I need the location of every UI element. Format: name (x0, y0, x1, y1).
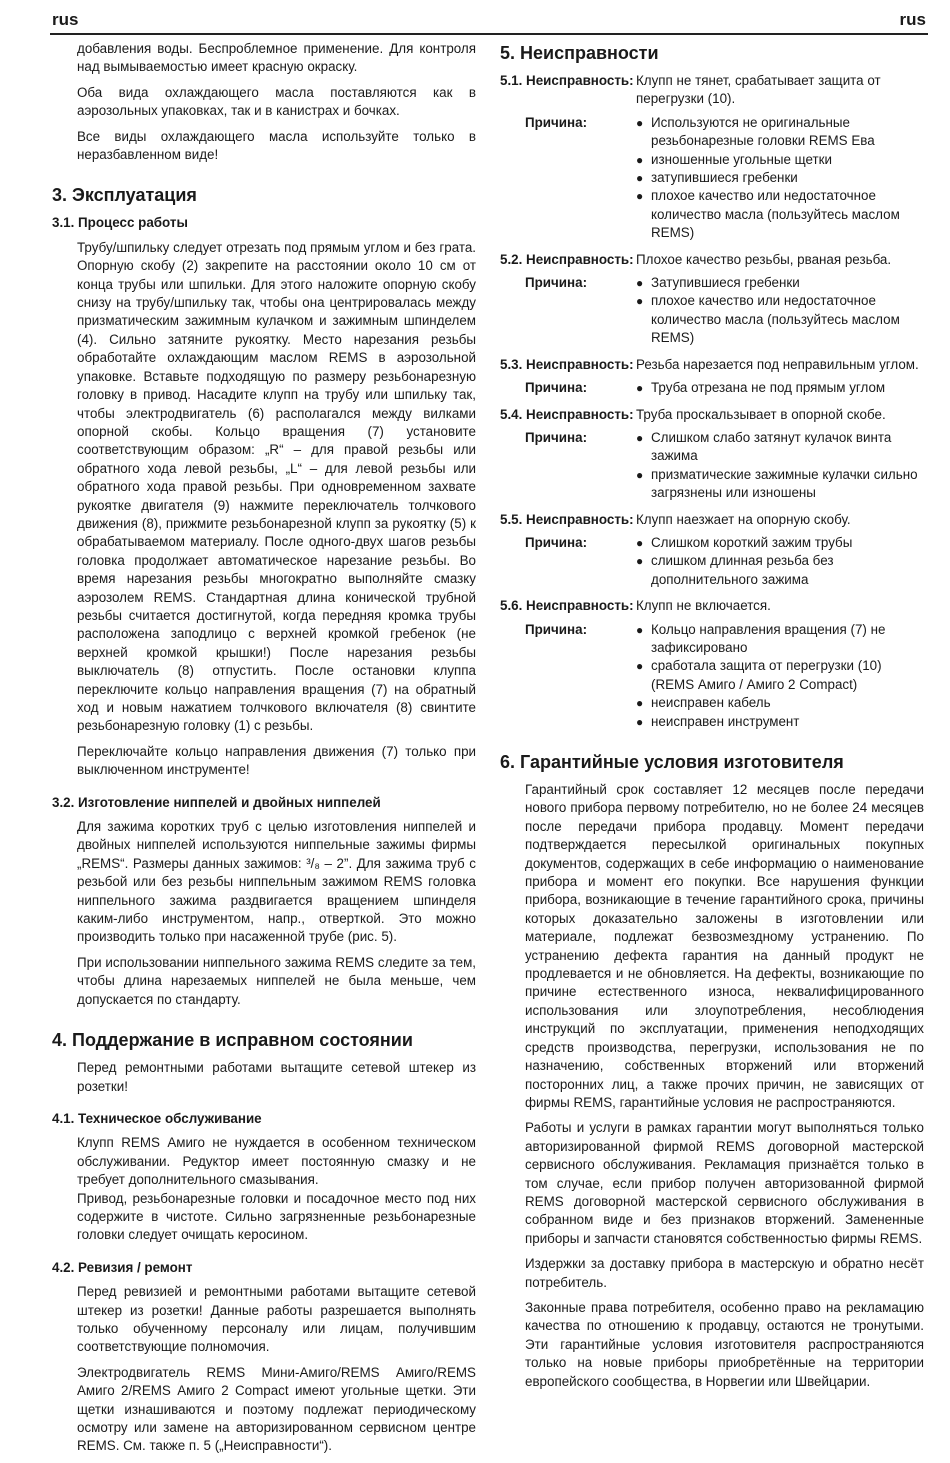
cause-item: ● затупившиеся гребенки (636, 169, 924, 187)
cause-item: ● Слишком короткий зажим трубы (636, 534, 924, 552)
warranty-paragraph: Работы и услуги в рамках гарантии могут выполняться только авторизированной фирмой REMS договорной мастерской сервисного обслуживания. Рекламация признаётся только в том случае, если прибор получен авторизованной фирмой REMS договорной мастерской сервисного обслуживания в собранном виде и без признаков вторжений. Замененные приборы и запчасти становятся собственностью фирмы REMS. (525, 1120, 924, 1246)
cause-list (636, 274, 924, 348)
section-4-2-title: 4.2. Ревизия / ремонт (52, 1259, 193, 1275)
cause-label: Причина: (525, 380, 588, 396)
cause-item: ● плохое качество или недостаточное количество масла (пользуйтесь маслом REMS) (636, 292, 924, 347)
fault-label: 5.6. Неисправность: (500, 598, 634, 614)
header-rule (50, 33, 928, 35)
fault-text: Клупп наезжает на опорную скобу. (636, 511, 851, 527)
section-4-2-paragraph: Электродвигатель REMS Мини-Амиго/REMS Амиго/REMS Амиго 2/REMS Амиго 2 Compact имеют угольные щетки. Эти щетки изнашиваются и поэтому подлежат периодическому осмотру или замене на авторизированном сервисном центре REMS. См. также п. 5 („Неисправности“). (77, 1364, 476, 1454)
cause-item: ● Труба отрезана не под прямым углом (636, 379, 924, 397)
fault-label: 5.3. Неисправность: (500, 356, 634, 372)
intro-paragraph: добавления воды. Беспроблемное применение. Для контроля над вымываемостью имеет красную окраску. (77, 41, 476, 75)
section-3-2-paragraph: При использовании ниппельного зажима REMS следите за тем, чтобы длина нарезаемых ниппелей не была меньше, чем допускается по стандарту. (77, 954, 476, 1007)
cause-item: ● слишком длинная резьба без дополнительного зажима (636, 552, 924, 589)
fault-text: Труба проскальзывает в опорной скобе. (636, 406, 886, 422)
fault-group (500, 72, 924, 243)
cause-item: ● изношенные угольные щетки (636, 151, 924, 169)
section-3-title: 3. Эксплуатация (52, 185, 197, 206)
cause-item: ● неисправен инструмент (636, 713, 924, 731)
fault-label: 5.5. Неисправность: (500, 511, 634, 527)
section-4-1-paragraph: Клупп REMS Амиго не нуждается в особенном техническом обслуживании. Редуктор имеет постоянную смазку и не требует дополнительного смазывания. (77, 1135, 476, 1188)
section-4-1-title: 4.1. Техническое обслуживание (52, 1110, 262, 1126)
cause-list (636, 114, 924, 243)
fault-group (500, 406, 924, 503)
fault-group (500, 356, 924, 398)
fault-group (500, 251, 924, 348)
cause-label: Причина: (525, 534, 588, 550)
cause-label: Причина: (525, 621, 588, 637)
warranty-paragraph: Гарантийный срок составляет 12 месяцев после передачи нового прибора первому потребителю, но не более 24 месяцев после передачи прибора продавцу. Момент передачи подтверждается пересылкой оригинальных покупных документов, содержащих в себе информацию о наименование прибора и момент его покупки. Все нарушения функции прибора, возникающие в течение гарантийного срока, причины которых доказательно заложены в изготовлении или материале, подлежат безвозмездному устранению. По устранению дефекта гарантия на данный продукт не продлевается и не обновляется. На дефекты, возникающие по причине естественного износа, неквалифицированного использования или злоупотребления, несоблюдения инструкций по эксплуатации, применения неподходящих средств производства, перегрузки, использования не по назначению, собственных вторжений или вторжений посторонних лиц, а также прочих причин, не зависящих от фирмы REMS, гарантийные условия не распространяются. (525, 782, 924, 1110)
right-column (500, 40, 924, 1398)
left-column (52, 40, 476, 1463)
cause-item: ● призматические зажимные кулачки сильно загрязнены или изношены (636, 466, 924, 503)
section-4-title: 4. Поддержание в исправном состоянии (52, 1030, 413, 1051)
cause-item: ● плохое качество или недостаточное количество масла (пользуйтесь маслом REMS) (636, 187, 924, 242)
section-3-2-paragraph: Для зажима коротких труб с целью изготовления ниппелей и двойных ниппелей используются ниппельные зажимы фирмы „REMS“. Размеры данных зажимов: ³/₈ – 2”. Для зажима труб с резьбой или без резьбы ниппельным зажимом REMS головка ниппельного зажима раздвигается вращением шпинделя каким-либо инструментом, напр., отверткой. Это можно производить только при насаженной трубе (рис. 5). (77, 819, 476, 945)
section-3-1-paragraph: Трубу/шпильку следует отрезать под прямым углом и без грата. Опорную скобу (2) закрепите на расстоянии около 10 см от конца трубы или шпильки. Для этого наложите опорную скобу снизу на трубу/шпильку так, чтобы она центрировалась между призматическим зажимным кулачком и зажимным шпинделем (4). Сильно затяните рукоятку. Место нарезания резьбы обработайте охлаждающим маслом REMS в аэрозольной упаковке. Вставьте подходящую по размеру резьбонарезную головку в привод. Насадите клупп на трубу или шпильку так, чтобы электродвигатель (6) располагался между вилками опорной скобы. Кольцо вращения (7) установите соответствующим образом: „R“ – для правой резьбы или обратного хода левой резьбы, „L“ – для левой резьбы или обратного хода правой резьбы. При одновременном захвате рукоятке двигателя (9) нажмите переключатель толчкового движения (8), прижмите резьбонарезной клупп за рукоятку (5) к обрабатываемом материалу. После одного-двух шагов резьбы головка продолжает автоматическое нарезание резьбы. Во время нарезания резьбы многократно выполняйте смазку аэрозолем REMS. Стандартная длина конической трубной резьбы считается достигнутой, когда передняя кромка трубы расположена заподлицо с верхней кромкой гребенок (не верхней кромкой крышки!) После нарезания резьбы выключатель (8) отпустить. После остановки клуппа переключите кольцо направления вращения (7) на обратный ход и новым нажатием толчкового включателя (8) свинтите резьбонарезную головку (1) с резьбы. (77, 239, 476, 734)
section-4-1-paragraph: Привод, резьбонарезные головки и посадочное место под них содержите в чистоте. Сильно загрязненные резьбонарезные головки следует очищать керосином. (77, 1190, 476, 1243)
language-label-left: rus (52, 10, 79, 29)
cause-item: ● сработала защита от перегрузки (10) (REMS Амиго / Амиго 2 Compact) (636, 657, 924, 694)
cause-item: ● Затупившиеся гребенки (636, 274, 924, 292)
section-4-2-paragraph: Перед ревизией и ремонтными работами вытащите сетевой штекер из розетки! Данные работы разрешается выполнять только обученному персоналу или лицам, получившим соответствующие полномочия. (77, 1284, 476, 1355)
intro-paragraph: Оба вида охлаждающего масла поставляются как в аэрозольных упаковках, так и в канистрах и бочках. (77, 84, 476, 119)
section-3-2-title: 3.2. Изготовление ниппелей и двойных ниппелей (52, 794, 381, 810)
section-5-title: 5. Неисправности (500, 43, 659, 63)
fault-label: 5.4. Неисправность: (500, 406, 634, 422)
warranty-paragraph: Законные права потребителя, особенно право на рекламацию качества по отношению к продавцу, остаются не тронутыми. Эти гарантийные условия изготовителя распространяются только на новые приборы приобретённые на территории европейского сообщества, в Норвегии или Швейцарии. (525, 1299, 924, 1389)
fault-group (500, 597, 924, 731)
intro-paragraph: Все виды охлаждающего масла используйте только в неразбавленном виде! (77, 128, 476, 163)
fault-text: Клупп не тянет, срабатывает защита от перегрузки (10). (636, 73, 881, 107)
cause-item: ● неисправен кабель (636, 694, 924, 712)
fault-text: Плохое качество резьбы, рваная резьба. (636, 251, 892, 267)
fault-text: Резьба нарезается под неправильным углом. (636, 356, 919, 372)
section-6-title: 6. Гарантийные условия изготовителя (500, 752, 844, 772)
cause-item: ● Слишком слабо затянут кулачок винта зажима (636, 429, 924, 466)
cause-label: Причина: (525, 114, 588, 130)
section-3-1-title: 3.1. Процесс работы (52, 215, 188, 231)
cause-label: Причина: (525, 429, 588, 445)
fault-label: 5.2. Неисправность: (500, 251, 634, 267)
cause-list (636, 621, 924, 731)
fault-group (500, 511, 924, 590)
cause-label: Причина: (525, 275, 588, 291)
fault-text: Клупп не включается. (636, 598, 771, 614)
fault-label: 5.1. Неисправность: (500, 73, 634, 88)
warranty-paragraph: Издержки за доставку прибора в мастерскую и обратно несёт потребитель. (525, 1256, 924, 1290)
section-4-intro: Перед ремонтными работами вытащите сетевой штекер из розетки! (77, 1060, 476, 1094)
language-label-right: rus (899, 10, 926, 29)
cause-list (636, 429, 924, 503)
cause-item: ● Кольцо направления вращения (7) не зафиксировано (636, 621, 924, 658)
cause-list (636, 534, 924, 589)
cause-item: ● Используются не оригинальные резьбонарезные головки REMS Ева (636, 114, 924, 151)
section-3-1-warning: Переключайте кольцо направления движения (7) только при выключенном инструменте! (77, 743, 476, 778)
cause-list (636, 379, 924, 397)
